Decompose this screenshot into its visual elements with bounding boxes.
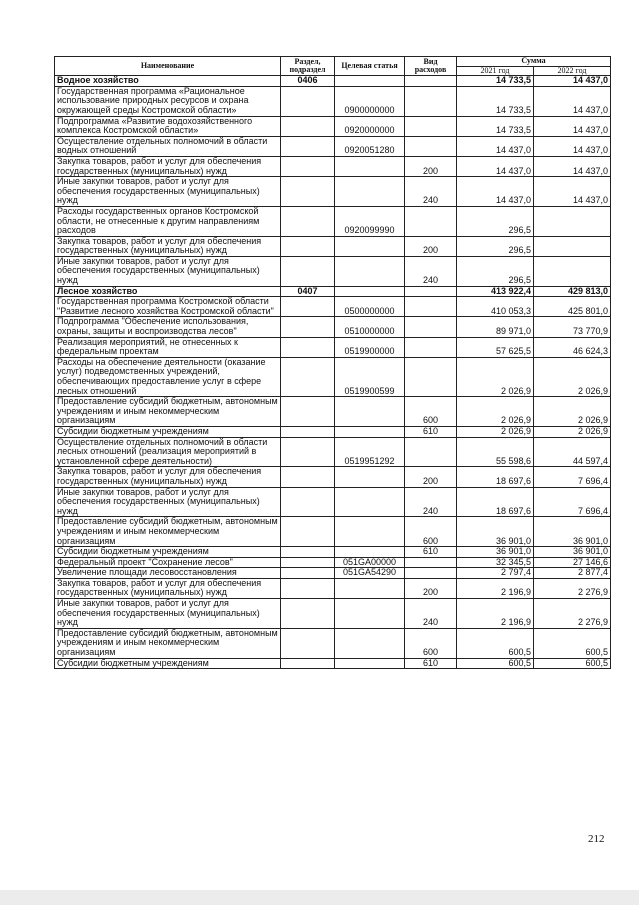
row-name-cell: Осуществление отдельных полномочий в области лесных отношений (реализация мероприятий в установленной сфере деятельности) [55,437,281,467]
row-target-cell [335,397,405,427]
table-row [55,286,611,297]
table-row [55,317,611,337]
row-sum-2021-cell: 2 196,9 [457,578,534,598]
row-sum-2022-cell: 7 696,4 [534,487,611,517]
row-name-cell: Государственная программа Костромской области "Развитие лесного хозяйства Костромской области" [55,297,281,317]
row-sum-2021-cell: 14 733,5 [457,76,534,87]
header-row [55,57,611,67]
row-sum-2022-cell: 27 146,6 [534,557,611,568]
table-row [55,487,611,517]
row-section-cell [281,467,335,487]
row-name-cell: Иные закупки товаров, работ и услуг для обеспечения государственных (муниципальных) нужд [55,256,281,286]
row-expense-type-cell: 240 [405,599,457,629]
row-target-cell [335,658,405,669]
budget-table [54,56,611,669]
row-target-cell [335,578,405,598]
row-sum-2022-cell: 14 437,0 [534,156,611,176]
table-row [55,628,611,658]
table-row [55,357,611,396]
row-name-cell: Федеральный проект "Сохранение лесов" [55,557,281,568]
row-expense-type-cell [405,136,457,156]
row-section-cell [281,86,335,116]
row-name-cell: Водное хозяйство [55,76,281,87]
header-target: Целевая статья [335,57,405,76]
row-sum-2021-cell: 36 901,0 [457,517,534,547]
row-sum-2022-cell: 2 026,9 [534,397,611,427]
row-target-cell [335,286,405,297]
row-name-cell: Иные закупки товаров, работ и услуг для обеспечения государственных (муниципальных) нужд [55,599,281,629]
row-name-cell: Подпрограмма "Обеспечение использования, охраны, защиты и воспроизводства лесов" [55,317,281,337]
row-name-cell: Иные закупки товаров, работ и услуг для обеспечения государственных (муниципальных) нужд [55,177,281,207]
row-target-cell [335,236,405,256]
row-name-cell: Субсидии бюджетным учреждениям [55,426,281,437]
row-target-cell [335,467,405,487]
table-row [55,557,611,568]
row-section-cell [281,568,335,579]
row-expense-type-cell [405,568,457,579]
row-expense-type-cell [405,286,457,297]
row-sum-2022-cell: 425 801,0 [534,297,611,317]
row-target-cell [335,547,405,558]
row-section-cell [281,599,335,629]
row-section-cell [281,487,335,517]
row-sum-2021-cell: 55 598,6 [457,437,534,467]
row-expense-type-cell [405,437,457,467]
table-row [55,86,611,116]
row-expense-type-cell: 600 [405,397,457,427]
row-section-cell [281,256,335,286]
row-section-cell [281,547,335,558]
table-body [55,76,611,669]
row-expense-type-cell [405,116,457,136]
row-sum-2022-cell: 7 696,4 [534,467,611,487]
row-sum-2021-cell: 2 026,9 [457,357,534,396]
row-sum-2022-cell: 2 026,9 [534,357,611,396]
row-section-cell [281,236,335,256]
table-row [55,136,611,156]
row-sum-2021-cell: 14 733,5 [457,86,534,116]
row-sum-2021-cell: 2 797,4 [457,568,534,579]
row-sum-2022-cell: 36 901,0 [534,517,611,547]
row-sum-2022-cell: 46 624,3 [534,337,611,357]
row-sum-2021-cell: 14 437,0 [457,156,534,176]
row-sum-2022-cell: 14 437,0 [534,76,611,87]
row-sum-2021-cell: 14 437,0 [457,136,534,156]
header-year-2021: 2021 год [457,66,534,76]
row-sum-2022-cell: 2 276,9 [534,578,611,598]
row-expense-type-cell: 200 [405,156,457,176]
row-name-cell: Закупка товаров, работ и услуг для обеспечения государственных (муниципальных) нужд [55,156,281,176]
row-sum-2022-cell: 73 770,9 [534,317,611,337]
row-section-cell [281,206,335,236]
row-sum-2022-cell: 14 437,0 [534,86,611,116]
table-row [55,437,611,467]
row-sum-2022-cell [534,256,611,286]
row-expense-type-cell: 200 [405,236,457,256]
row-sum-2021-cell: 600,5 [457,628,534,658]
row-sum-2021-cell: 410 053,3 [457,297,534,317]
row-name-cell: Субсидии бюджетным учреждениям [55,658,281,669]
row-sum-2021-cell: 2 026,9 [457,426,534,437]
row-name-cell: Иные закупки товаров, работ и услуг для обеспечения государственных (муниципальных) нужд [55,487,281,517]
header-section: Раздел, подраздел [281,57,335,76]
row-sum-2021-cell: 57 625,5 [457,337,534,357]
row-expense-type-cell: 600 [405,628,457,658]
row-target-cell [335,256,405,286]
row-sum-2021-cell: 296,5 [457,236,534,256]
row-target-cell [335,517,405,547]
table-row [55,547,611,558]
row-target-cell: 0900000000 [335,86,405,116]
row-sum-2021-cell: 2 196,9 [457,599,534,629]
row-expense-type-cell: 240 [405,177,457,207]
row-section-cell [281,397,335,427]
row-target-cell: 051GA54290 [335,568,405,579]
row-target-cell [335,156,405,176]
table-row [55,297,611,317]
row-sum-2021-cell: 600,5 [457,658,534,669]
row-sum-2022-cell: 2 276,9 [534,599,611,629]
row-sum-2022-cell: 2 026,9 [534,426,611,437]
row-name-cell: Расходы государственных органов Костромской области, не отнесенные к другим направлениям расходов [55,206,281,236]
row-section-cell [281,578,335,598]
table-row [55,658,611,669]
row-expense-type-cell: 610 [405,426,457,437]
row-expense-type-cell [405,357,457,396]
header-year-2022: 2022 год [534,66,611,76]
row-expense-type-cell: 610 [405,547,457,558]
table-row [55,236,611,256]
row-target-cell: 0500000000 [335,297,405,317]
row-target-cell: 051GA00000 [335,557,405,568]
table-row [55,76,611,87]
row-section-cell [281,517,335,547]
row-expense-type-cell: 200 [405,467,457,487]
row-section-cell [281,557,335,568]
row-name-cell: Предоставление субсидий бюджетным, автономным учреждениям и иным некоммерческим организациям [55,517,281,547]
table-row [55,337,611,357]
table-row [55,116,611,136]
row-expense-type-cell: 610 [405,658,457,669]
table-row [55,578,611,598]
row-expense-type-cell [405,206,457,236]
row-expense-type-cell [405,337,457,357]
table-row [55,177,611,207]
row-expense-type-cell [405,76,457,87]
row-sum-2022-cell: 44 597,4 [534,437,611,467]
row-name-cell: Субсидии бюджетным учреждениям [55,547,281,558]
table-row [55,156,611,176]
row-target-cell: 0510000000 [335,317,405,337]
table-row [55,256,611,286]
row-target-cell: 0519900000 [335,337,405,357]
row-sum-2021-cell: 296,5 [457,256,534,286]
row-section-cell [281,156,335,176]
row-expense-type-cell [405,297,457,317]
header-expense-type: Вид расходов [405,57,457,76]
row-section-cell [281,337,335,357]
row-sum-2021-cell: 2 026,9 [457,397,534,427]
table-row [55,397,611,427]
table-row [55,426,611,437]
table-row [55,206,611,236]
row-sum-2021-cell: 32 345,5 [457,557,534,568]
row-sum-2022-cell: 429 813,0 [534,286,611,297]
row-section-cell [281,136,335,156]
row-target-cell: 0920051280 [335,136,405,156]
row-sum-2021-cell: 14 437,0 [457,177,534,207]
header-name: Наименование [55,57,281,76]
row-section-cell: 0407 [281,286,335,297]
row-target-cell [335,599,405,629]
row-sum-2022-cell: 36 901,0 [534,547,611,558]
row-section-cell [281,177,335,207]
row-name-cell: Лесное хозяйство [55,286,281,297]
row-expense-type-cell [405,317,457,337]
row-target-cell: 0519900599 [335,357,405,396]
row-name-cell: Предоставление субсидий бюджетным, автономным учреждениям и иным некоммерческим организациям [55,628,281,658]
row-name-cell: Государственная программа «Рациональное использование природных ресурсов и охрана окружающей среды Костромской области» [55,86,281,116]
row-section-cell [281,357,335,396]
row-name-cell: Расходы на обеспечение деятельности (оказание услуг) подведомственных учреждений, обеспечивающих предоставление услуг в сфере лесных отношений [55,357,281,396]
row-expense-type-cell: 240 [405,487,457,517]
row-target-cell: 0519951292 [335,437,405,467]
row-section-cell [281,317,335,337]
row-section-cell: 0406 [281,76,335,87]
page-number: 212 [588,833,605,845]
row-target-cell [335,76,405,87]
row-target-cell [335,177,405,207]
row-sum-2021-cell: 296,5 [457,206,534,236]
row-target-cell [335,426,405,437]
table-row [55,568,611,579]
row-sum-2021-cell: 18 697,6 [457,487,534,517]
row-sum-2022-cell: 14 437,0 [534,116,611,136]
row-sum-2021-cell: 18 697,6 [457,467,534,487]
row-sum-2022-cell [534,206,611,236]
row-section-cell [281,437,335,467]
row-sum-2021-cell: 413 922,4 [457,286,534,297]
table-row [55,467,611,487]
table-row [55,599,611,629]
row-sum-2022-cell: 2 877,4 [534,568,611,579]
scan-edge [0,890,639,905]
row-section-cell [281,658,335,669]
row-name-cell: Увеличение площади лесовосстановления [55,568,281,579]
row-name-cell: Подпрограмма «Развитие водохозяйственного комплекса Костромской области» [55,116,281,136]
row-expense-type-cell: 240 [405,256,457,286]
row-section-cell [281,426,335,437]
row-sum-2021-cell: 36 901,0 [457,547,534,558]
row-name-cell: Закупка товаров, работ и услуг для обеспечения государственных (муниципальных) нужд [55,578,281,598]
row-name-cell: Предоставление субсидий бюджетным, автономным учреждениям и иным некоммерческим организациям [55,397,281,427]
row-name-cell: Реализация мероприятий, не отнесенных к федеральным проектам [55,337,281,357]
row-sum-2022-cell: 14 437,0 [534,136,611,156]
row-section-cell [281,297,335,317]
row-sum-2022-cell [534,236,611,256]
row-section-cell [281,116,335,136]
row-expense-type-cell: 600 [405,517,457,547]
row-sum-2021-cell: 89 971,0 [457,317,534,337]
row-sum-2022-cell: 14 437,0 [534,177,611,207]
header-sum: Сумма [457,57,611,67]
row-target-cell: 0920000000 [335,116,405,136]
row-expense-type-cell: 200 [405,578,457,598]
row-name-cell: Закупка товаров, работ и услуг для обеспечения государственных (муниципальных) нужд [55,467,281,487]
row-target-cell: 0920099990 [335,206,405,236]
row-sum-2022-cell: 600,5 [534,658,611,669]
row-name-cell: Осуществление отдельных полномочий в области водных отношений [55,136,281,156]
row-section-cell [281,628,335,658]
table-row [55,517,611,547]
row-sum-2021-cell: 14 733,5 [457,116,534,136]
row-sum-2022-cell: 600,5 [534,628,611,658]
row-target-cell [335,628,405,658]
row-expense-type-cell [405,86,457,116]
row-target-cell [335,487,405,517]
row-expense-type-cell [405,557,457,568]
row-name-cell: Закупка товаров, работ и услуг для обеспечения государственных (муниципальных) нужд [55,236,281,256]
